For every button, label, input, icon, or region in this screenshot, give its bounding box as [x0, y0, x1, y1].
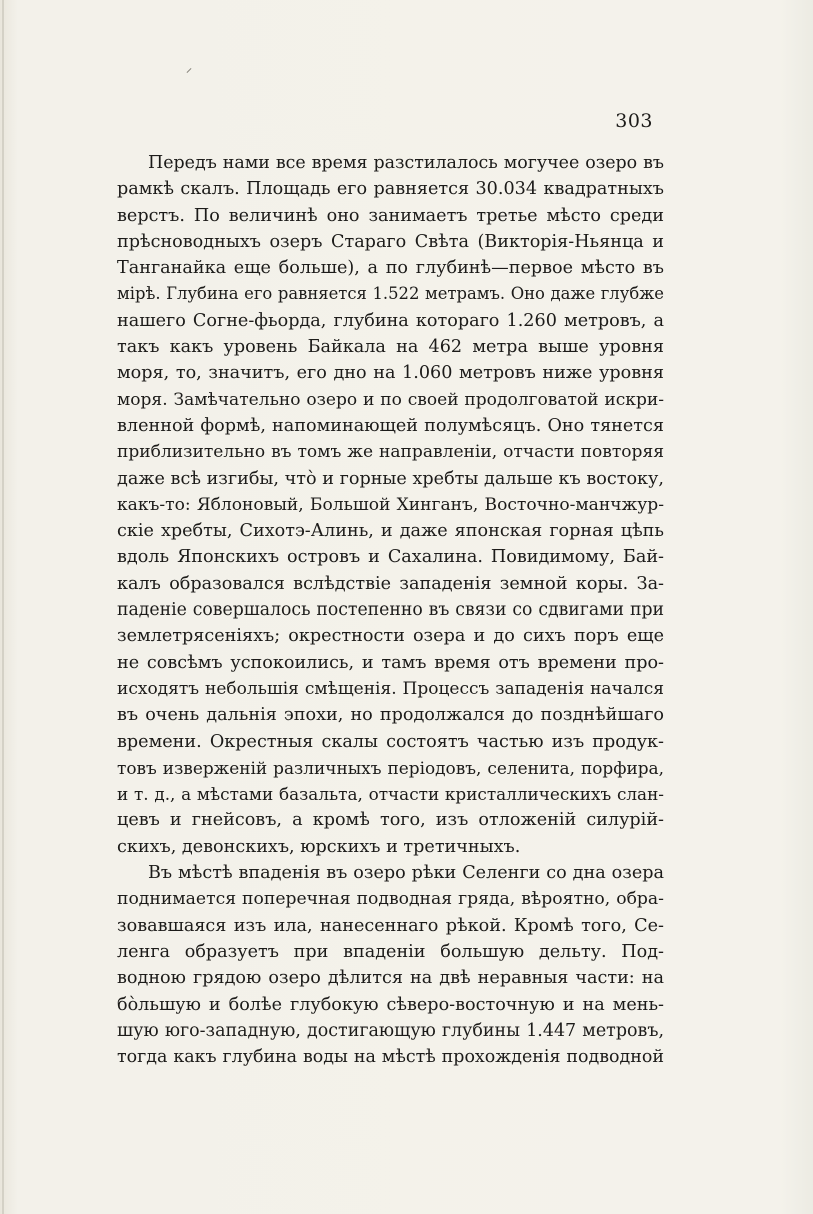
text-line: Танганайка еще больше), а по глубинѣ—первое мѣсто въ [117, 258, 664, 279]
text-line: въ очень дальнія эпохи, но продолжался до позднѣйшаго [117, 705, 664, 726]
text-line: верстъ. По величинѣ оно занимаетъ третье мѣсто среди [117, 205, 664, 226]
text-line: рамкѣ скалъ. Площадь его равняется 30.034 квадратныхъ [117, 179, 664, 200]
text-line: моря. Замѣчательно озеро и по своей продолговатой искри- [117, 389, 664, 410]
text-line: шую юго-западную, достигающую глубины 1.447 метровъ, [117, 1020, 664, 1041]
text-line: скихъ, девонскихъ, юрскихъ и третичныхъ. [117, 836, 521, 857]
text-line: поднимается поперечная подводная гряда, вѣроятно, обра- [117, 889, 664, 910]
text-line: приблизительно въ томъ же направленіи, отчасти повторяя [117, 442, 664, 463]
text-line: скіе хребты, Сихотэ-Алинь, и даже японская горная цѣпь [117, 521, 664, 542]
text-line: калъ образовался вслѣдствіе западенія земной коры. За- [117, 573, 664, 594]
text-line: мірѣ. Глубина его равняется 1.522 метрамъ. Оно даже глубже [117, 284, 664, 304]
body-text [117, 150, 664, 1070]
text-line: товъ изверженій различныхъ періодовъ, селенита, порфира, [117, 757, 664, 778]
text-line: какъ-то: Яблоновый, Большой Хинганъ, Восточно-манчжур- [117, 494, 664, 515]
text-line: такъ какъ уровень Байкала на 462 метра выше уровня [117, 337, 664, 358]
text-line: исходятъ небольшія смѣщенія. Процессъ западенія начался [117, 678, 664, 699]
text-line: прѣсноводныхъ озеръ Стараго Свѣта (Викторія-Ньянца и [117, 231, 664, 252]
text-line: не совсѣмъ успокоились, и тамъ время отъ времени про- [117, 652, 664, 673]
text-line: бо̀льшую и болѣе глубокую сѣверо-восточную и на мень- [117, 994, 664, 1015]
text-line: вдоль Японскихъ островъ и Сахалина. Повидимому, Бай- [117, 547, 664, 568]
text-line: нашего Согне-фьорда, глубина котораго 1.260 метровъ, а [117, 310, 664, 331]
text-line: ленга образуетъ при впаденіи большую дельту. Под- [117, 941, 664, 962]
text-line: Въ мѣстѣ впаденія въ озеро рѣки Селенги со дна озера [148, 863, 664, 884]
text-line: цевъ и гнейсовъ, а кромѣ того, изъ отложеній силурій- [117, 810, 664, 831]
paragraph-1 [117, 150, 664, 860]
pencil-mark [187, 68, 192, 73]
text-line: землетрясеніяхъ; окрестности озера и до сихъ поръ еще [117, 626, 664, 647]
page-number: 303 [615, 110, 653, 132]
page-edge [2, 0, 4, 1214]
text-line: паденіе совершалось постепенно въ связи со сдвигами при [117, 600, 664, 621]
text-line: и т. д., а мѣстами базальта, отчасти кристаллическихъ слан- [117, 784, 664, 805]
text-line: моря, то, значитъ, его дно на 1.060 метровъ ниже уровня [117, 363, 664, 384]
text-line: Передъ нами все время разстилалось могучее озеро въ [148, 153, 664, 173]
text-line: водною грядою озеро дѣлится на двѣ неравныя части: на [117, 968, 664, 989]
text-line: тогда какъ глубина воды на мѣстѣ прохожденія подводной [117, 1047, 664, 1068]
text-line: вленной формѣ, напоминающей полумѣсяцъ. Оно тянется [117, 415, 664, 436]
text-line: времени. Окрестныя скалы состоятъ частью изъ продук- [117, 731, 664, 752]
text-line: даже всѣ изгибы, что̀ и горные хребты дальше къ востоку, [117, 468, 664, 489]
paragraph-2 [117, 860, 664, 1070]
text-line: зовавшаяся изъ ила, нанесеннаго рѣкой. Кромѣ того, Се- [117, 915, 664, 936]
